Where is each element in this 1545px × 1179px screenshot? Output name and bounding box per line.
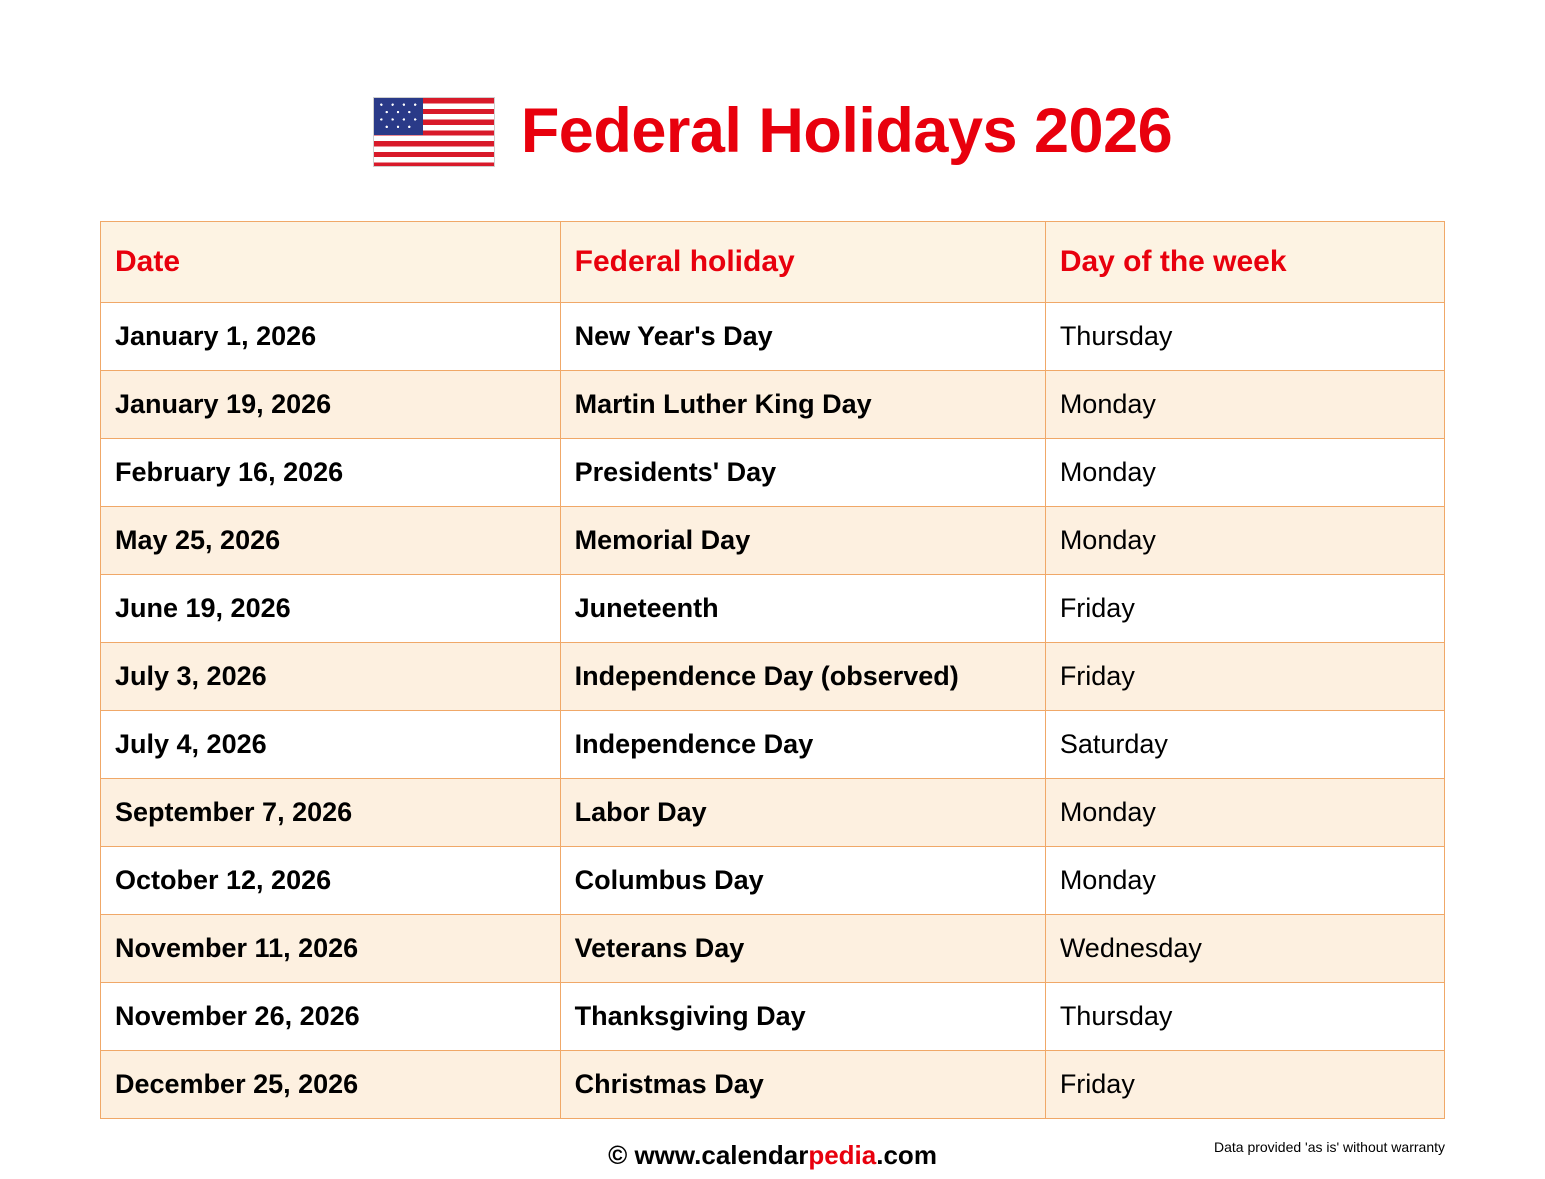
cell-holiday: Christmas Day [560, 1051, 1045, 1119]
cell-day: Thursday [1045, 303, 1444, 371]
table-row [101, 847, 1445, 915]
page-footer [0, 1131, 1545, 1179]
cell-day: Saturday [1045, 711, 1444, 779]
cell-day: Monday [1045, 371, 1444, 439]
table-body [101, 303, 1445, 1119]
brand-name-first: calendar [701, 1140, 809, 1171]
table-header [101, 222, 1445, 303]
table-row [101, 779, 1445, 847]
cell-day: Monday [1045, 779, 1444, 847]
cell-holiday: Martin Luther King Day [560, 371, 1045, 439]
column-header-date: Date [101, 222, 561, 303]
brand-name-highlight: pedia [808, 1140, 877, 1171]
table-row [101, 371, 1445, 439]
holidays-table-container [0, 221, 1545, 1119]
copyright-prefix: © www. [608, 1140, 702, 1171]
column-header-day: Day of the week [1045, 222, 1444, 303]
table-row [101, 643, 1445, 711]
cell-date: January 1, 2026 [101, 303, 561, 371]
cell-date: November 11, 2026 [101, 915, 561, 983]
column-header-holiday: Federal holiday [560, 222, 1045, 303]
cell-day: Wednesday [1045, 915, 1444, 983]
cell-date: November 26, 2026 [101, 983, 561, 1051]
table-row [101, 915, 1445, 983]
cell-holiday: Labor Day [560, 779, 1045, 847]
us-flag-icon [373, 97, 495, 167]
disclaimer-text: Data provided 'as is' without warranty [1213, 1139, 1445, 1156]
cell-holiday: Presidents' Day [560, 439, 1045, 507]
cell-date: December 25, 2026 [101, 1051, 561, 1119]
cell-day: Friday [1045, 643, 1444, 711]
cell-holiday: Veterans Day [560, 915, 1045, 983]
cell-holiday: Juneteenth [560, 575, 1045, 643]
table-row [101, 1051, 1445, 1119]
page-title: Federal Holidays 2026 [520, 96, 1173, 167]
cell-holiday: Columbus Day [560, 847, 1045, 915]
cell-date: October 12, 2026 [101, 847, 561, 915]
cell-day: Monday [1045, 507, 1444, 575]
table-row [101, 507, 1445, 575]
table-header-row [101, 222, 1445, 303]
cell-day: Thursday [1045, 983, 1444, 1051]
table-row [101, 983, 1445, 1051]
table-row [101, 711, 1445, 779]
cell-day: Friday [1045, 1051, 1444, 1119]
cell-holiday: Thanksgiving Day [560, 983, 1045, 1051]
cell-day: Monday [1045, 847, 1444, 915]
page-header [0, 0, 1545, 221]
cell-date: June 19, 2026 [101, 575, 561, 643]
cell-date: May 25, 2026 [101, 507, 561, 575]
cell-holiday: New Year's Day [560, 303, 1045, 371]
table-row [101, 303, 1445, 371]
cell-day: Friday [1045, 575, 1444, 643]
table-row [101, 439, 1445, 507]
cell-date: January 19, 2026 [101, 371, 561, 439]
cell-date: July 4, 2026 [101, 711, 561, 779]
cell-date: July 3, 2026 [101, 643, 561, 711]
cell-holiday: Independence Day [560, 711, 1045, 779]
table-row [101, 575, 1445, 643]
cell-holiday: Independence Day (observed) [560, 643, 1045, 711]
cell-day: Monday [1045, 439, 1444, 507]
cell-date: September 7, 2026 [101, 779, 561, 847]
cell-holiday: Memorial Day [560, 507, 1045, 575]
brand-name-tld: .com [876, 1140, 937, 1171]
cell-date: February 16, 2026 [101, 439, 561, 507]
holidays-table [100, 221, 1445, 1119]
